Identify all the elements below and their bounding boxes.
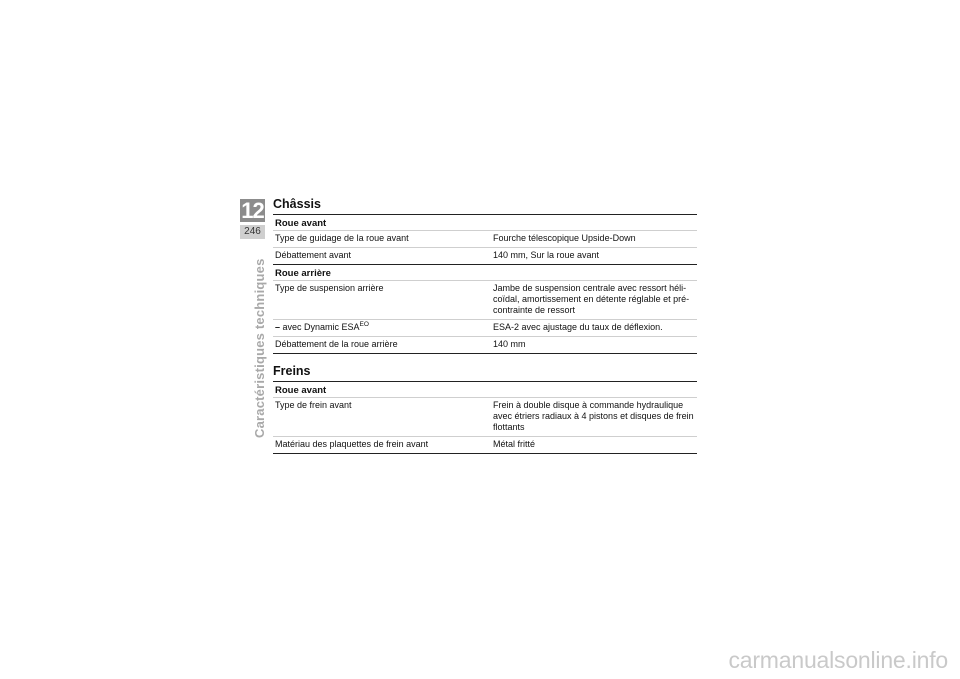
spec-value (485, 439, 697, 450)
spec-label: Débattement avant (275, 250, 352, 260)
spec-label: Type de suspension arrière (275, 283, 384, 293)
spec-value (485, 233, 697, 244)
spec-label: Matériau des plaquettes de frein avant (275, 439, 429, 449)
spec-value (485, 339, 697, 350)
subheading-front-wheel: Roue avant (273, 214, 697, 230)
spec-value (485, 283, 697, 316)
table-end-rule (273, 453, 697, 454)
spec-row (273, 319, 697, 336)
spec-value (485, 250, 697, 261)
spec-value-line: coïdal, amortissement en détente réglable et pré- (493, 294, 690, 304)
spec-value (485, 322, 697, 333)
subheading-front-wheel: Roue avant (273, 381, 697, 397)
spec-label: Débattement de la roue arrière (275, 339, 398, 349)
table-end-rule (273, 353, 697, 354)
section-title-freins: Freins (273, 364, 311, 378)
spec-row (273, 230, 697, 247)
spec-value-line: 140 mm (493, 339, 526, 349)
chapter-title: Caractéristiques techniques (252, 258, 267, 438)
spec-label: Type de frein avant (275, 400, 352, 410)
spec-value-line: Frein à double disque à commande hydraulique (493, 400, 684, 410)
spec-value (485, 400, 697, 433)
spec-row (273, 247, 697, 264)
spec-row (273, 280, 697, 319)
spec-label: Type de guidage de la roue avant (275, 233, 409, 243)
dash-marker: – (275, 322, 281, 332)
spec-value-line: flottants (493, 422, 525, 432)
spec-label-text: avec Dynamic ESA (280, 322, 360, 332)
chapter-number: 12 (241, 198, 264, 223)
spec-value-line: Jambe de suspension centrale avec ressort héli- (493, 283, 687, 293)
spec-label (273, 322, 485, 333)
spec-value-line: ESA-2 avec ajustage du taux de déflexion. (493, 322, 663, 332)
spec-row (273, 436, 697, 453)
spec-content (273, 196, 697, 454)
section-title-chassis: Châssis (273, 197, 321, 211)
spec-value-line: contrainte de ressort (493, 305, 576, 315)
subheading-rear-wheel: Roue arrière (273, 264, 697, 280)
footnote-superscript: EO (359, 321, 369, 328)
watermark-text: carmanualsonline.info (728, 647, 948, 673)
spec-value-line: Métal fritté (493, 439, 536, 449)
spec-value-line: Fourche télescopique Upside-Down (493, 233, 636, 243)
spec-value-line: avec étriers radiaux à 4 pistons et disques de frein (493, 411, 694, 421)
page-number: 246 (240, 225, 265, 239)
spec-row (273, 336, 697, 353)
spec-value-line: 140 mm, Sur la roue avant (493, 250, 600, 260)
spec-row (273, 397, 697, 436)
